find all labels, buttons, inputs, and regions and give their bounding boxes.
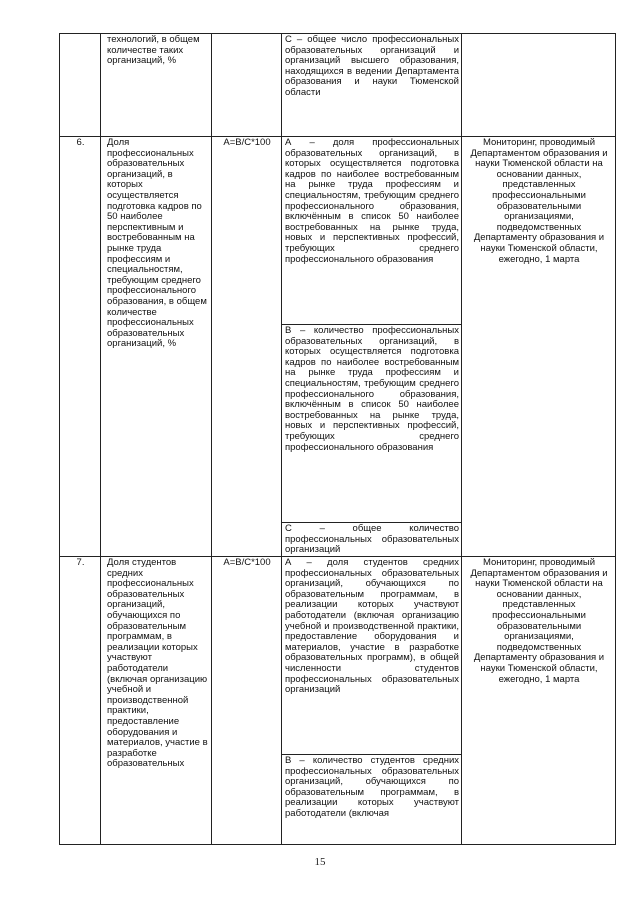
data-source-cell: Мониторинг, проводимый Департаментом образования и науки Тюменской области на основании данных, представленных профессиональными образовательными организациями, подведомственных Департаменту образования и науки Тюменской области, ежегодно, 1 марта — [462, 557, 616, 845]
data-source-cell: Мониторинг, проводимый Департаментом образования и науки Тюменской области на основании данных, представленных профессиональными образовательными организациями, подведомственных Департаменту образования и науки Тюменской области, ежегодно, 1 марта — [462, 137, 616, 557]
row-number-cell: 7. — [60, 557, 101, 845]
data-source-cell — [462, 34, 616, 137]
variable-definition-cell: В – количество профессиональных образовательных организаций, в которых осуществляется подготовка кадров по наиболее востребованным на рынке труда профессиям и специальностям, требующим среднего профессионального образования, включённым в список 50 наиболее востребованных на рынке труда, новых и перспективных профессий, требующих среднего профессионального образования — [282, 325, 462, 523]
table-row — [60, 557, 616, 755]
indicators-table — [59, 33, 616, 845]
indicator-name-cell: Доля профессиональных образовательных организаций, в которых осуществляется подготовка кадров по 50 наиболее перспективным и востребованным на рынке труда профессиям и специальностям, требующим среднего профессионального образования, в общем количестве профессиональных образовательных организаций, % — [101, 137, 212, 557]
formula-cell — [212, 34, 282, 137]
row-number-cell — [60, 34, 101, 137]
formula-cell: A=B/C*100 — [212, 557, 282, 845]
variable-definition-cell: С – общее количество профессиональных образовательных организаций — [282, 523, 462, 557]
row-number-cell: 6. — [60, 137, 101, 557]
table-row — [60, 34, 616, 137]
page-number: 15 — [314, 856, 326, 868]
variable-definition-cell: А – доля студентов средних профессиональных образовательных организаций, обучающихся по образовательным программам, в реализации которых участвуют работодатели (включая организацию учебной и производственной практики, предоставление оборудования и материалов, участие в разработке образовательных программ), в общей численности студентов профессиональных образовательных организаций — [282, 557, 462, 755]
indicator-name-cell: технологий, в общем количестве таких организаций, % — [101, 34, 212, 137]
formula-cell: A=B/C*100 — [212, 137, 282, 557]
table-row — [60, 137, 616, 325]
indicator-name-cell: Доля студентов средних профессиональных образовательных организаций, обучающихся по образовательным программам, в реализации которых участвуют работодатели (включая организацию учебной и производственной практики, предоставление оборудования и материалов, участие в разработке образовательных — [101, 557, 212, 845]
variable-definition-cell: В – количество студентов средних профессиональных образовательных организаций, обучающихся по образовательным программам, в реализации которых участвуют работодатели (включая — [282, 755, 462, 845]
variable-definition-cell: А – доля профессиональных образовательных организаций, в которых осуществляется подготовка кадров по наиболее востребованным на рынке труда профессиям и специальностям, требующим среднего профессионального образования, включённым в список 50 наиболее востребованных на рынке труда, новых и перспективных профессий, требующих среднего профессионального образования — [282, 137, 462, 325]
variable-definition-cell: С – общее число профессиональных образовательных организаций и организаций высшего образования, находящихся в ведении Департамента образования и науки Тюменской области — [282, 34, 462, 137]
